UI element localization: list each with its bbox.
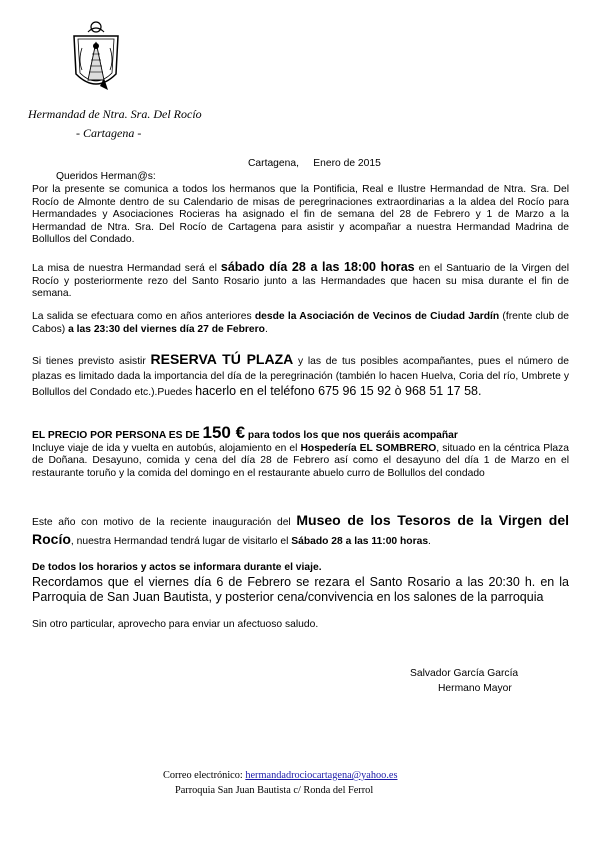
- museum-time: Sábado 28 a las 11:00 horas: [291, 536, 429, 547]
- text: Si tienes previsto asistir: [32, 356, 151, 367]
- org-name: Hermandad de Ntra. Sra. Del Rocío: [28, 107, 202, 121]
- museum-name: Museo de los Tesoros de la Virgen del Rocío: [32, 512, 569, 547]
- signature-role: Hermano Mayor: [438, 683, 512, 694]
- org-city: - Cartagena -: [76, 126, 142, 140]
- text: en el Santuario de la Virgen del Rocío y posteriormente rezo del Santo Rosario junto a las Hermandades que hacen su misa durante el fin de semana.: [32, 263, 570, 300]
- email-link[interactable]: hermandadrociocartagena@yahoo.es: [245, 770, 398, 781]
- footer-address: Parroquia San Juan Bautista c/ Ronda del Ferrol: [175, 785, 374, 796]
- paragraph-museum: [32, 512, 569, 550]
- reserve-callout: RESERVA TÚ PLAZA: [150, 351, 294, 367]
- text: , nuestra Hermandad tendrá lugar de visitarlo el: [70, 536, 292, 547]
- text: .: [264, 323, 268, 335]
- hotel-name: Hospedería EL SOMBRERO: [300, 442, 437, 454]
- text: La salida se efectuara como en años anteriores: [32, 311, 255, 322]
- paragraph-intro: Por la presente se comunica a todos los hermanos que la Pontificia, Real e Ilustre Hermandad de Ntra. Sra. Del Rocío de Almonte dentro de su Calendario de misas de peregrinaciones extraordinarias a la aldea del Rocío para Hermandades y Asociaciones Rocieras ha asignado el fin de semana del 28 de Febrero y 1 de Marzo a la Hermandad de Ntra. Sra. Del Rocío de Cartagena para asistir y acompañar a nuestra Hermandad Madrina de Bollullos del Condado.: [32, 184, 569, 246]
- schedule-note: De todos los horarios y actos se informara durante el viaje.: [32, 562, 322, 573]
- closing: Sin otro particular, aprovecho para enviar un afectuoso saludo.: [32, 619, 319, 630]
- paragraph-reservation: [32, 352, 569, 400]
- departure-time: a las 23:30 del viernes día 27 de Febrero: [68, 323, 265, 335]
- paragraph-mass: [32, 261, 569, 301]
- footer-email-line: [163, 770, 397, 781]
- greeting: Queridos Herman@s:: [56, 171, 156, 182]
- phone-numbers: hacerlo en el teléfono 675 96 15 92 ò 968 51 17 58.: [195, 384, 482, 398]
- departure-place: desde la Asociación de Vecinos de Ciudad Jardín: [254, 311, 500, 322]
- price-label: EL PRECIO POR PERSONA ES DE: [32, 430, 203, 441]
- mass-time: sábado día 28 a las 18:00 horas: [220, 260, 415, 274]
- signature-name: Salvador García García: [410, 668, 519, 679]
- paragraph-schedule: [32, 562, 569, 606]
- price-tail: para todos los que nos queráis acompañar: [245, 430, 458, 441]
- text: , situado en la céntrica Plaza de Doñana. Desayuno, comida y cena del día 28 de Febrero así como el desayuno del día 1 de Marzo en el restaurante toruño y la comida del domingo en el restaurante abuelo curro de Bollullos del condado: [32, 442, 569, 479]
- price-value: 150 €: [202, 423, 246, 442]
- brotherhood-seal-icon: [64, 18, 128, 98]
- text: .: [428, 536, 431, 547]
- text: La misa de nuestra Hermandad será el: [32, 263, 221, 274]
- paragraph-departure: [32, 311, 569, 336]
- date-line: Cartagena, Enero de 2015: [248, 158, 381, 169]
- text: Este año con motivo de la reciente inauguración del: [32, 517, 297, 528]
- text: Incluye viaje de ida y vuelta en autobús, alojamiento en el: [32, 442, 301, 454]
- text: y las de tus posibles acompañantes, pues el número de plazas es limitado dada la importancia del día de la peregrinación (también lo hacen Huelva, Coria del río, Umbrete y Bollullos del Condado etc.).Puedes: [32, 356, 569, 398]
- rosary-note: Recordamos que el viernes día 6 de Febrero se rezara el Santo Rosario a las 20:30 h. en la Parroquia de San Juan Bautista, y posterior cena/convivencia en los salones de la parroquia: [32, 574, 569, 605]
- text: (frente club de Cabos): [32, 311, 569, 335]
- email-label: Correo electrónico:: [163, 770, 246, 781]
- paragraph-price: [32, 423, 569, 480]
